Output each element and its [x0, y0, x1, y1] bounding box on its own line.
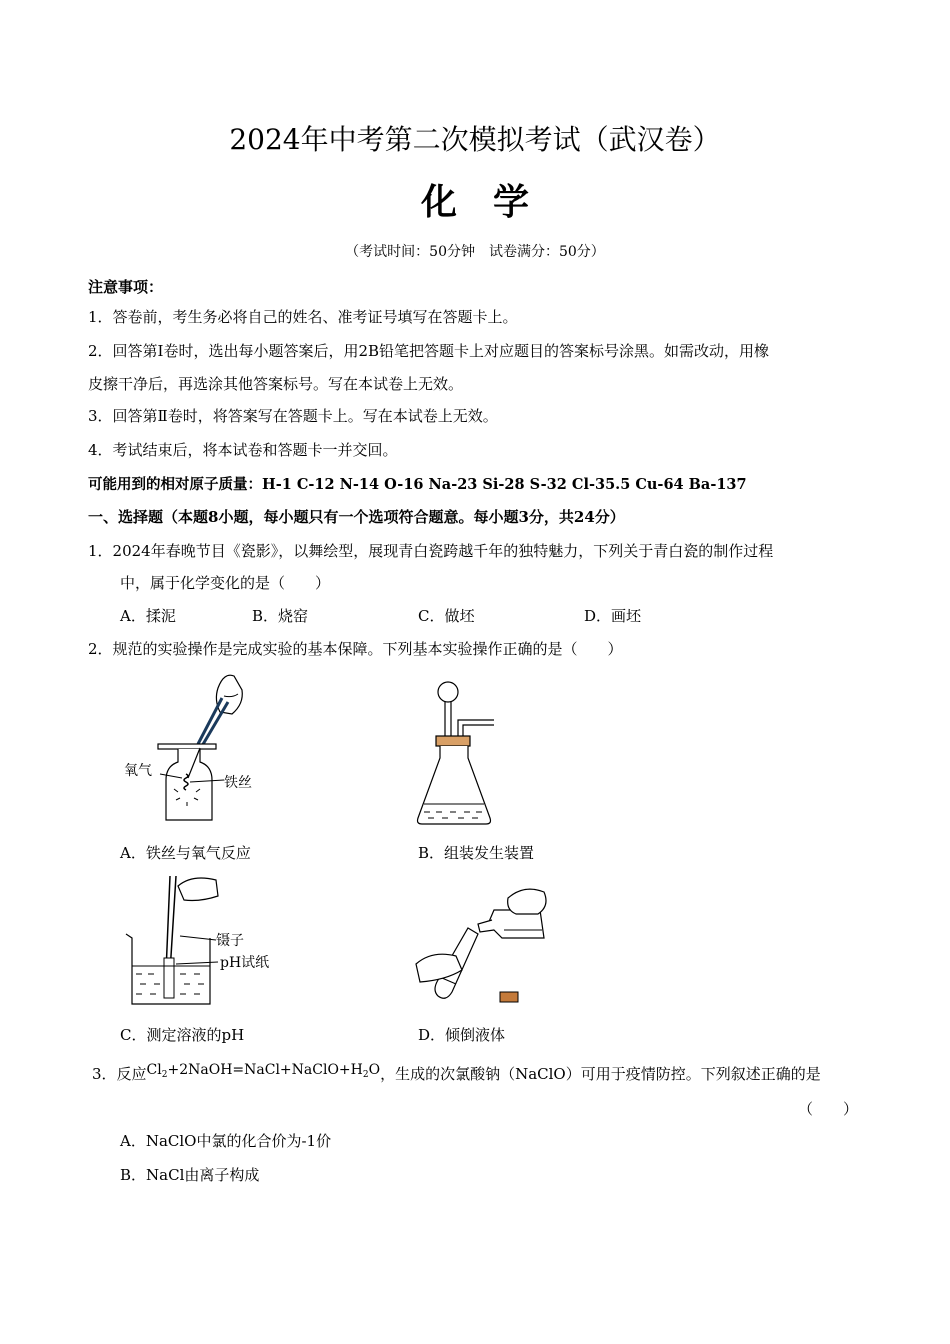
q1-stem-line2: 中，属于化学变化的是（ ） [120, 574, 331, 592]
atomic-masses: 可能用到的相对原子质量：H-1 C-12 N-14 O-16 Na-23 Si-28 S-32 Cl-35.5 Cu-64 Ba-137 [88, 476, 747, 493]
label-tweezers: 镊子 [216, 933, 244, 949]
eq-o: O [368, 1062, 381, 1078]
q2-caption-b: B．组装发生装置 [418, 844, 535, 862]
note-4: 4．考试结束后，将本试卷和答题卡一并交回。 [88, 441, 398, 459]
eq-sub-2: 2 [161, 1070, 168, 1080]
notes-heading: 注意事项： [88, 278, 164, 296]
label-oxygen: 氧气 [124, 763, 152, 779]
label-iron-wire: 铁丝 [224, 775, 252, 791]
figure-ph-measurement [120, 872, 290, 1012]
figure-pouring-liquid [412, 880, 562, 1010]
note-2-line2: 皮擦干净后，再选涂其他答案标号。写在本试卷上无效。 [88, 375, 464, 393]
q1-option-d: D．画坯 [584, 607, 642, 625]
q1-stem-line1: 1．2024年春晚节目《瓷影》，以舞绘型，展现青白瓷跨越千年的独特魅力，下列关于青白瓷的制作过程 [88, 542, 774, 560]
label-ph-paper: pH试纸 [220, 955, 270, 971]
section-heading: 一、选择题（本题8小题，每小题只有一个选项符合题意。每小题3分，共24分） [88, 508, 625, 526]
exam-title: 2024年中考第二次模拟考试（武汉卷） [229, 123, 721, 156]
q3-equation [147, 1062, 381, 1078]
q3-suffix: ，生成的次氯酸钠（NaClO）可用于疫情防控。下列叙述正确的是 [380, 1065, 821, 1083]
q3-answer-bracket: （ ） [798, 1100, 859, 1118]
figure-iron-wire-oxygen [120, 668, 270, 833]
eq-middle: +2NaOH=NaCl+NaClO+H [167, 1062, 363, 1078]
q2-caption-a: A．铁丝与氧气反应 [120, 844, 251, 862]
note-1: 1．答卷前，考生务必将自己的姓名、准考证号填写在答题卡上。 [88, 308, 518, 326]
q3-stem [92, 1062, 821, 1084]
q2-caption-d: D．倾倒液体 [418, 1026, 506, 1044]
note-3: 3．回答第Ⅱ卷时，将答案写在答题卡上。写在本试卷上无效。 [88, 407, 498, 425]
eq-sub-2b: 2 [362, 1070, 369, 1080]
subject-title: 化学 [420, 181, 565, 223]
q1-option-b: B．烧窑 [252, 607, 309, 625]
q2-stem: 2．规范的实验操作是完成实验的基本保障。下列基本实验操作正确的是（ ） [88, 640, 623, 658]
note-2-line1: 2．回答第Ⅰ卷时，选出每小题答案后，用2B铅笔把答题卡上对应题目的答案标号涂黑。如需改动，用橡 [88, 342, 770, 360]
exam-meta: （考试时间：50分钟 试卷满分：50分） [345, 244, 605, 260]
q3-option-b: B．NaCl由离子构成 [120, 1166, 260, 1184]
q3-prefix: 3．反应 [92, 1065, 147, 1083]
figure-gas-generator [410, 678, 530, 833]
q1-option-a: A．揉泥 [120, 607, 176, 625]
eq-cl: Cl [146, 1062, 162, 1078]
q2-caption-c: C．测定溶液的pH [120, 1026, 245, 1044]
q3-option-a: A．NaClO中氯的化合价为-1价 [120, 1132, 332, 1150]
q1-option-c: C．做坯 [418, 607, 475, 625]
